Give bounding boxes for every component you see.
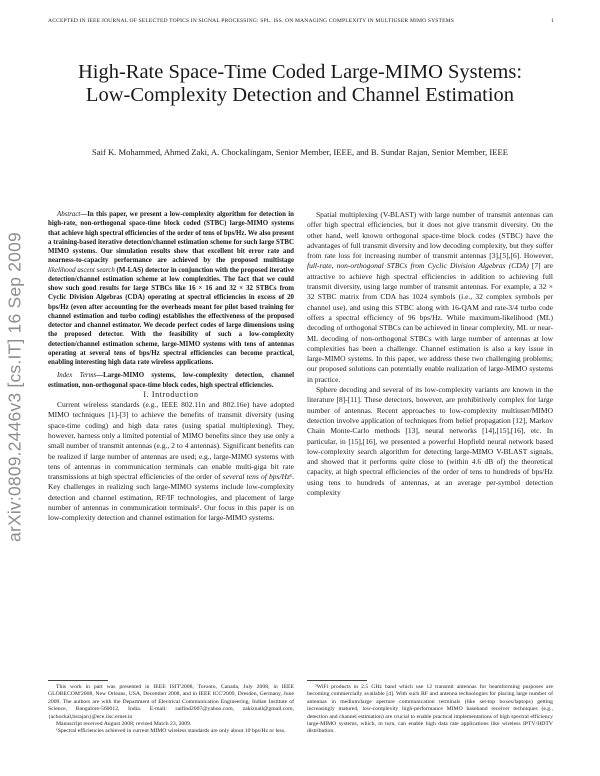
footnote-1: ¹Spectral efficiencies achieved in current MIMO wireless standards are only about 10 bps/Hz or less.: [56, 728, 286, 735]
left-column: [48, 210, 294, 524]
section-heading-introduction: I. Introduction: [143, 389, 199, 399]
footnote-rule-left: [48, 680, 108, 681]
footnote-affiliation: This work in part was presented in IEEE ISIT'2008, Toronto, Canada, July 2008, in IEEE GLOBECOM'2008, New Orleans, USA, December 2008, and in IEEE ICC'2009, Dresden, Germany, June 2009. The authors are with the Department of Electrical Communication Engineering, Indian Institute of Science, Bangalore-560012, India. E-mail: saifind2007@yahoo.com, zakiznail@gmail.com, {achockal,bsrajan}@ece.iisc.ernet.in: [48, 684, 294, 720]
abstract-label: Abstract: [57, 211, 81, 218]
index-terms-text: —Large-MIMO systems, low-complexity detection, channel estimation, non-orthogonal space-time block codes, high spectral efficiencies.: [48, 372, 294, 389]
footnotes-left: [48, 684, 294, 736]
index-terms-label: Index Terms: [57, 372, 97, 380]
index-terms: [48, 371, 294, 390]
intro-paragraph-3: Sphere decoding and several of its low-complexity variants are known in the literature [8]-[11]. These detectors, however, are prohibitively complex for large number of antennas. Recent approaches to low-complexity multiuser/MIMO detection involve application of techniques from belief propagation [12], Markov Chain Monte-Carlo methods [13], neural networks [14],[15],[16], etc. In particular, in [15],[16], we presented a powerful Hopfield neural network based low-complexity search algorithm for detecting large-MIMO V-BLAST signals, and showed that it performs quite close to (within 4.6 dB of) the theoretical capacity, at high spectral efficiencies of the order of tens to hundreds of bps/Hz using tens to hundreds of antennas, at an average per-symbol detection complexity: [307, 385, 553, 498]
page-number: 1: [551, 18, 554, 24]
abstract: [48, 210, 294, 367]
right-column: [307, 210, 553, 498]
intro-p2-emphasis: full-rate, non-orthogonal STBCs from Cyclic Division Algebras (CDA): [307, 261, 529, 271]
running-header: [48, 18, 554, 24]
intro-paragraph-1: [48, 400, 294, 524]
footnote-2: ²WiFi products in 2.5 GHz band which use 12 transmit antennas for beamforming purposes are becoming commercially available [4]. With such RF and antenna technologies for placing large number of antennas in medium/large aperture communication terminals (like set-top boxes/laptops) getting increasingly matured, low-complexity high-performance MIMO baseband receiver techniques (e.g., detection and channel estimation) are crucial to enable practical implementations of high spectral efficiency large-MIMO systems, which, in turn, can enable high data rate applications like wireless IPTV/HDTV distribution.: [307, 684, 553, 735]
footnote-rule-right: [307, 680, 367, 681]
abstract-text-1: —In this paper, we present a low-complexity algorithm for detection in high-rate, non-orthogonal space-time block coded (STBC) large-MIMO systems that achieve high spectral efficiencies of the order of tens of bps/Hz. We also present a training-based iterative detection/channel estimation scheme for such large STBC MIMO systems. Our simulation results show that excellent bit error rate and nearness-to-capacity performance are achieved by the proposed multistage: [48, 211, 294, 265]
arxiv-stamp-margin: [0, 0, 30, 776]
intro-p1-emphasis: several tens of bps/Hz: [222, 472, 290, 482]
intro-p2-text-b: [7] are attractive to achieve high spectral efficiencies in addition to achieving full transmit diversity, using large number of transmit antennas. For example, a 32 × 32 STBC matrix from CDA has 1024 symbols (i.e., 32 complex symbols per channel use), and using this STBC along with 16-QAM and rate-3/4 turbo code offers a spectral efficiency of 96 bps/Hz. While maximum-likelihood (ML) decoding of orthogonal STBCs can be achieved in linear complexity, ML or near-ML decoding of non-orthogonal STBCs with large number of antennas at low complexities has been a challenge. Channel estimation is also a key issue in large-MIMO systems. In this paper, we address these two challenging problems; our proposed solutions can potentially enable realization of large-MIMO systems in practice.: [307, 261, 553, 384]
arxiv-stamp: arXiv:0809.2446v3 [cs.IT] 16 Sep 2009: [4, 232, 25, 542]
intro-p2-text-a: Spatial multiplexing (V-BLAST) with large number of transmit antennas can offer high spectral efficiencies, but it does not give transmit diversity. On the other hand, well known orthogonal space-time block codes (STBC) have the advantages of full transmit diversity and low decoding complexity, but they suffer from rate loss for increasing number of transmit antennas [3],[5],[6]. However,: [307, 210, 553, 261]
paper-title: High-Rate Space-Time Coded Large-MIMO Systems: Low-Complexity Detection and Channel Estimation: [77, 61, 523, 106]
journal-line: ACCEPTED IN IEEE JOURNAL OF SELECTED TOPICS IN SIGNAL PROCESSING: SPL. ISS. ON MANAGING COMPLEXITY IN MULTIUSER MIMO SYSTEMS: [48, 18, 455, 24]
abstract-emphasis: likelihood ascent search: [48, 266, 115, 274]
intro-p1-text-b: ¹. Key challenges in realizing such large-MIMO systems include low-complexity detection and channel estimation, RF/IF technologies, and placement of large number of antennas in communication terminals². Our focus in this paper is on low-complexity detection and channel estimation for large-MIMO systems.: [48, 472, 294, 523]
intro-p1-text-a: Current wireless standards (e.g., IEEE 802.11n and 802.16e) have adopted MIMO techniques [1]-[3] to achieve the benefits of transmit diversity (using space-time coding) and high data rates (using spatial multiplexing). They, however, harness only a limited potential of MIMO benefits since they use only a small number of transmit antennas (e.g., 2 to 4 antennas). Significant benefits can be realized if large number of antennas are used; e.g., large-MIMO systems with tens of antennas in communication terminals can enable multi-giga bit rate transmissions at high spectral efficiencies of the order of: [48, 400, 294, 482]
footnotes-right: [307, 684, 553, 736]
footnote-manuscript: Manuscript received August 2008; revised March 23, 2009.: [56, 721, 192, 728]
intro-paragraph-2: [307, 210, 553, 385]
author-list: Saif K. Mohammed, Ahmed Zaki, A. Chockalingam, Senior Member, IEEE, and B. Sundar Rajan, Senior Member, IEEE: [91, 147, 509, 157]
abstract-text-2: (M-LAS) detector in conjunction with the proposed iterative detection/channel estimation scheme at low complexities. The fact that we could show such good results for large STBCs like 16 × 16 and 32 × 32 STBCs from Cyclic Division Algebras (CDA) operating at spectral efficiencies in excess of 20 bps/Hz (even after accounting for the overheads meant for pilot based training for channel estimation and turbo coding) establishes the effectiveness of the proposed detector and channel estimator. We decode perfect codes of large dimensions using the proposed detector. With the feasibility of such a low-complexity detection/channel estimation scheme, large-MIMO systems with tens of antennas operating at several tens of bps/Hz spectral efficiencies can become practical, enabling interesting high data rate wireless applications.: [48, 266, 294, 366]
